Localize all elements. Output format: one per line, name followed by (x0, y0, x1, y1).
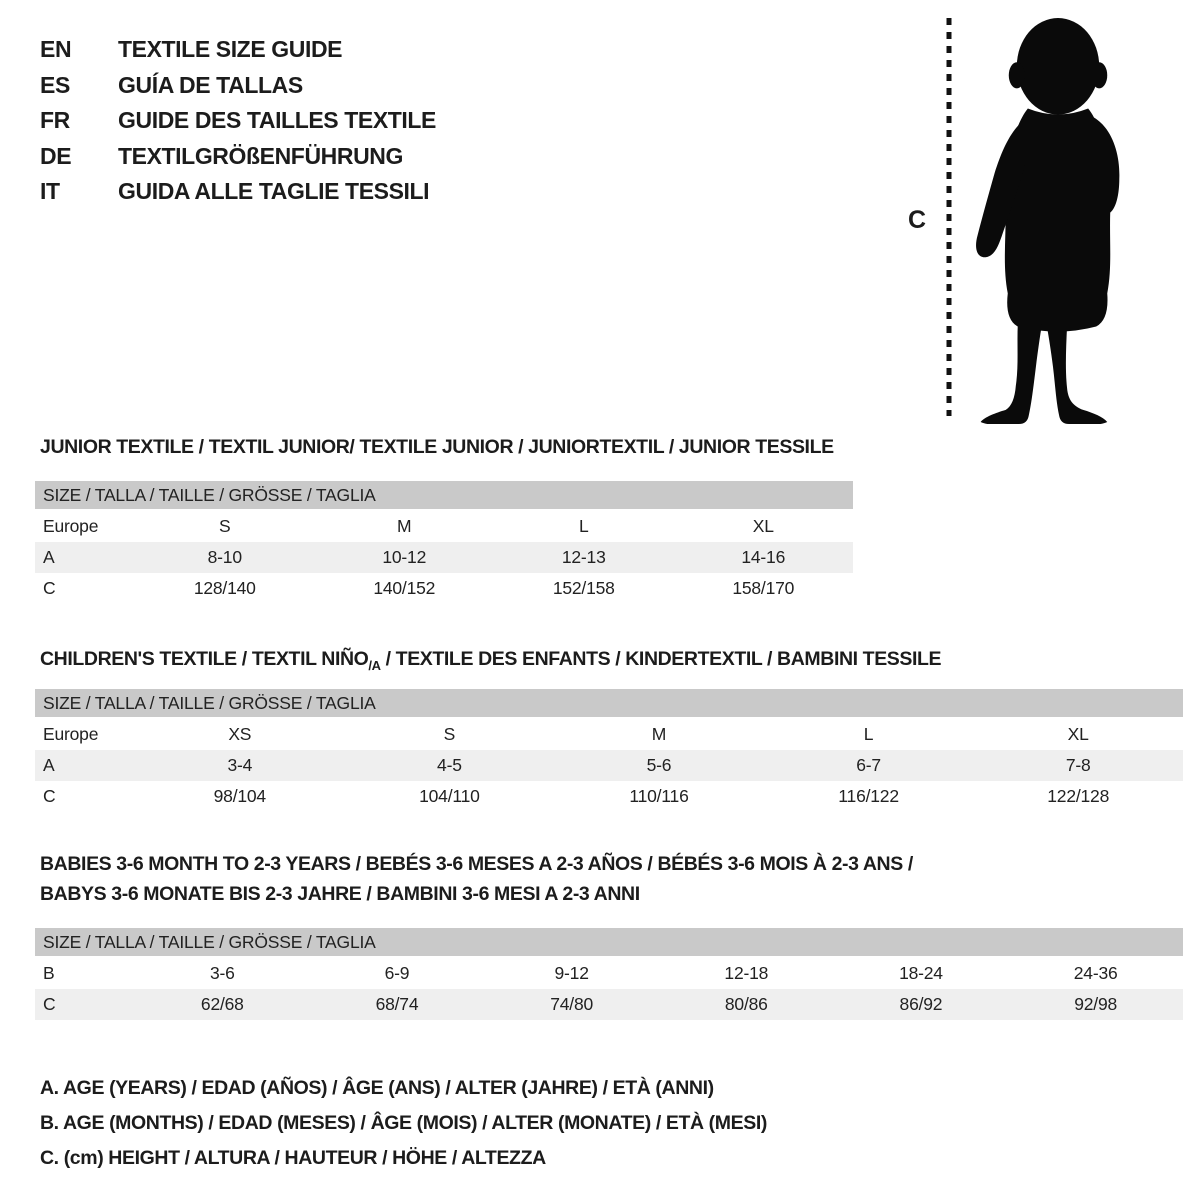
table-cell: 4-5 (345, 750, 555, 781)
table-cell: 6-7 (764, 750, 974, 781)
toddler-silhouette-icon (960, 12, 1152, 429)
table-row (35, 958, 1183, 989)
lang-title-es: GUÍA DE TALLAS (118, 71, 303, 98)
table-row (35, 989, 1183, 1020)
table-cell: 140/152 (373, 578, 436, 598)
table-cell: 122/128 (1047, 786, 1110, 806)
babies-title-line2: BABYS 3-6 MONATE BIS 2-3 JAHRE / BAMBINI 3-6 MESI A 2-3 ANNI (40, 883, 640, 905)
children-size-header-bar: SIZE / TALLA / TAILLE / GRÖSSE / TAGLIA (35, 689, 1183, 717)
lang-row-it (40, 174, 436, 210)
lang-row-fr (40, 103, 436, 139)
table-cell: XL (752, 516, 774, 536)
table-cell: 152/158 (552, 578, 615, 598)
lang-title-en: TEXTILE SIZE GUIDE (118, 36, 343, 63)
lang-code-it: IT (40, 178, 60, 205)
babies-title-line1: BABIES 3-6 MONTH TO 2-3 YEARS / BEBÉS 3-6 MESES A 2-3 AÑOS / BÉBÉS 3-6 MOIS À 2-3 ANS / (40, 853, 913, 875)
table-cell: 3-4 (135, 750, 345, 781)
lang-code-es: ES (40, 71, 70, 98)
table-cell: 14-16 (674, 542, 854, 573)
table-cell: 12-13 (494, 542, 674, 573)
table-cell: 18-24 (899, 963, 943, 983)
children-title-sub: /A (368, 657, 381, 673)
table-cell: 104/110 (419, 786, 480, 806)
lang-title-fr: GUIDE DES TAILLES TEXTILE (118, 107, 436, 134)
lang-code-en: EN (40, 36, 72, 63)
lang-row-es (40, 68, 436, 104)
table-row (35, 511, 853, 542)
lang-row-de (40, 139, 436, 175)
height-measure-label: C (908, 206, 927, 234)
table-cell: 110/116 (629, 786, 689, 806)
row-label: A (35, 750, 135, 781)
table-cell: 24-36 (1073, 963, 1118, 983)
children-section-title (40, 644, 941, 681)
table-cell: 68/74 (310, 989, 485, 1020)
children-title-post: / TEXTILE DES ENFANTS / KINDERTEXTIL / BAMBINI TESSILE (380, 648, 942, 670)
row-label: Europe (43, 516, 99, 536)
lang-code-de: DE (40, 142, 72, 169)
junior-size-header-bar: SIZE / TALLA / TAILLE / GRÖSSE / TAGLIA (35, 481, 853, 509)
babies-size-table (35, 958, 1183, 1020)
table-cell: 128/140 (193, 578, 256, 598)
table-cell: 6-9 (384, 963, 410, 983)
measure-legend (40, 1071, 767, 1176)
table-cell: L (863, 724, 874, 744)
junior-size-table (35, 511, 853, 604)
table-cell: 10-12 (315, 542, 495, 573)
table-cell: L (578, 516, 589, 536)
table-row (35, 781, 1183, 812)
legend-line-b: B. AGE (MONTHS) / EDAD (MESES) / ÂGE (MOIS) / ALTER (MONATE) / ETÀ (MESI) (40, 1112, 767, 1134)
table-cell: 92/98 (1008, 989, 1183, 1020)
legend-line-c: C. (cm) HEIGHT / ALTURA / HAUTEUR / HÖHE / ALTEZZA (40, 1147, 546, 1169)
table-row (35, 750, 1183, 781)
table-cell: 86/92 (834, 989, 1009, 1020)
row-label: A (35, 542, 135, 573)
table-cell: S (219, 516, 231, 536)
children-size-table (35, 719, 1183, 812)
table-cell: 12-18 (724, 963, 769, 983)
lang-title-it: GUIDA ALLE TAGLIE TESSILI (118, 178, 430, 205)
table-cell: 8-10 (135, 542, 315, 573)
lang-title-de: TEXTILGRÖßENFÜHRUNG (118, 142, 403, 169)
table-cell: S (443, 724, 456, 744)
table-cell: M (651, 724, 667, 744)
junior-section-title: JUNIOR TEXTILE / TEXTIL JUNIOR/ TEXTILE JUNIOR / JUNIORTEXTIL / JUNIOR TESSILE (40, 436, 834, 458)
table-cell: 116/122 (838, 786, 899, 806)
legend-line-a: A. AGE (YEARS) / EDAD (AÑOS) / ÂGE (ANS) / ALTER (JAHRE) / ETÀ (ANNI) (40, 1077, 714, 1099)
table-row (35, 719, 1183, 750)
row-label: C (43, 578, 56, 598)
table-cell: 5-6 (554, 750, 764, 781)
row-label: C (43, 786, 56, 806)
table-cell: M (397, 516, 412, 536)
table-row (35, 573, 853, 604)
table-cell: 98/104 (213, 786, 266, 806)
table-cell: XL (1067, 724, 1089, 744)
table-cell: XS (228, 724, 252, 744)
lang-code-fr: FR (40, 107, 70, 134)
table-cell: 74/80 (484, 989, 659, 1020)
height-dashed-line-icon (944, 16, 954, 418)
table-cell: 62/68 (135, 989, 310, 1020)
language-title-list (40, 32, 436, 210)
row-label: Europe (43, 724, 99, 744)
table-row (35, 542, 853, 573)
children-title-pre: CHILDREN'S TEXTILE / TEXTIL NIÑO (40, 648, 369, 670)
table-cell: 9-12 (554, 963, 589, 983)
row-label: C (35, 989, 135, 1020)
row-label: B (43, 963, 55, 983)
babies-size-header-bar: SIZE / TALLA / TAILLE / GRÖSSE / TAGLIA (35, 928, 1183, 956)
table-cell: 7-8 (973, 750, 1183, 781)
lang-row-en (40, 32, 436, 68)
table-cell: 80/86 (659, 989, 834, 1020)
table-cell: 158/170 (732, 578, 795, 598)
table-cell: 3-6 (209, 963, 235, 983)
babies-section-title (40, 849, 913, 909)
